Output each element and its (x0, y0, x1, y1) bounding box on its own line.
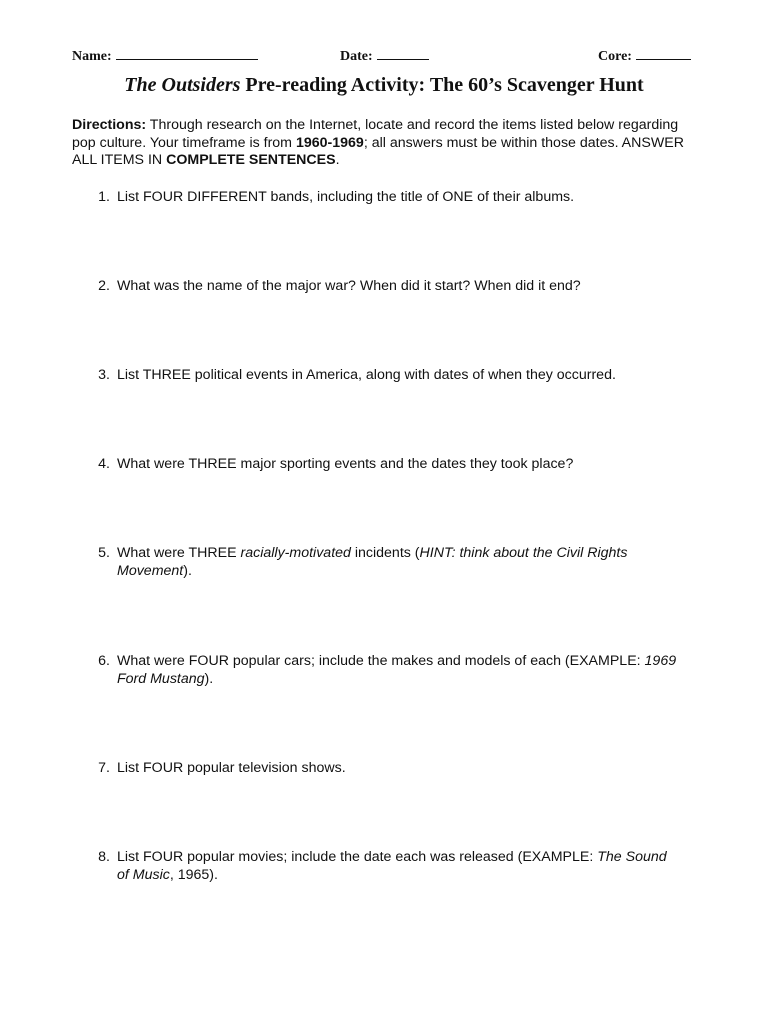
question-text-italic: racially-motivated (240, 545, 351, 561)
name-blank-line[interactable] (116, 47, 258, 60)
directions-text-1: Through research on the Internet, locate and record the items listed below regarding pop culture. Your timeframe is from (72, 117, 679, 151)
question-number: 1. (98, 189, 110, 205)
date-label: Date: (340, 49, 373, 64)
question-text-part: List FOUR popular movies; include the date each was released (EXAMPLE: (117, 849, 598, 865)
directions-emphasis: COMPLETE SENTENCES (166, 152, 336, 168)
date-field[interactable] (340, 47, 429, 65)
title-rest: Pre-reading Activity: The 60’s Scavenger Hunt (240, 74, 644, 96)
directions-years: 1960-1969 (295, 134, 364, 151)
question-number: 6. (98, 653, 110, 669)
directions-paragraph (72, 117, 692, 170)
question-example-italic: The Sound of Music (117, 849, 667, 883)
question-text: List FOUR DIFFERENT bands, including the title of ONE of their albums. (117, 189, 575, 205)
core-blank-line[interactable] (636, 47, 691, 60)
page-title (0, 74, 768, 97)
question-text: List THREE political events in America, along with dates of when they occurred. (117, 367, 616, 383)
question-6 (92, 652, 682, 688)
question-text: What were THREE major sporting events and the dates they took place? (117, 456, 574, 472)
question-3 (92, 366, 682, 384)
question-hint-italic: HINT: think about the Civil Rights Movement (117, 545, 628, 579)
question-example-italic: 1969 Ford Mustang (117, 653, 677, 687)
question-number: 4. (98, 456, 110, 472)
directions-text-3: . (335, 152, 340, 168)
name-field[interactable] (72, 47, 258, 65)
question-5 (92, 544, 682, 580)
question-8 (92, 848, 682, 884)
question-text-part: , 1965). (169, 867, 218, 883)
question-text-part: ). (183, 563, 192, 579)
question-number: 7. (98, 760, 110, 776)
directions-label: Directions: (72, 117, 147, 133)
question-number: 8. (98, 849, 110, 865)
question-text-part: incidents ( (350, 545, 420, 561)
question-text-part: What were THREE (117, 545, 241, 561)
question-number: 2. (98, 278, 110, 294)
question-text-part: ). (204, 671, 214, 687)
header-row (72, 47, 696, 67)
question-4 (92, 455, 682, 473)
question-text (117, 544, 682, 580)
question-text: What was the name of the major war? When did it start? When did it end? (117, 278, 581, 294)
question-7 (92, 759, 682, 777)
question-text-part: What were FOUR popular cars; include the makes and models of each (EXAMPLE: (117, 653, 645, 669)
question-number: 5. (98, 545, 110, 561)
title-book-name: The Outsiders (124, 74, 241, 96)
name-label: Name: (72, 49, 112, 64)
core-field[interactable] (598, 47, 691, 65)
directions-text-2: ; all answers must be within those dates. ANSWER ALL ITEMS IN (72, 134, 684, 168)
date-blank-line[interactable] (377, 47, 429, 60)
question-text (117, 652, 682, 688)
question-text: List FOUR popular television shows. (117, 760, 346, 776)
core-label: Core: (598, 49, 632, 64)
question-1 (92, 188, 682, 206)
question-text (117, 848, 682, 884)
question-number: 3. (98, 367, 110, 383)
question-2 (92, 277, 682, 295)
